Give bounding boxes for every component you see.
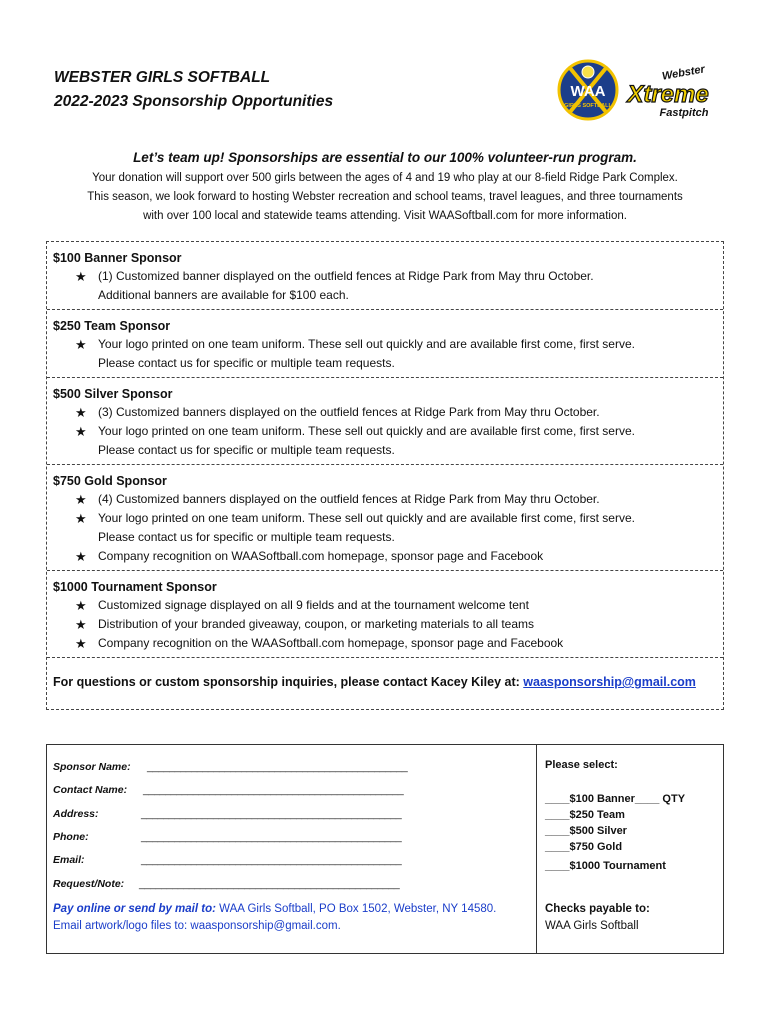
option-100-banner[interactable]: ____$100 Banner____ QTY	[545, 793, 686, 805]
sponsor-form	[46, 744, 724, 954]
waa-logo-text: WAA	[570, 83, 606, 100]
option-750-gold[interactable]: ____$750 Gold	[545, 841, 623, 853]
contact-email-link[interactable]: waasponsorship@gmail.com	[523, 675, 696, 689]
tier-250-team	[47, 310, 723, 378]
contact-row	[47, 658, 723, 709]
tier-100-banner	[47, 242, 723, 310]
sponsorship-options	[545, 791, 685, 874]
star-icon: ★	[75, 598, 87, 613]
email-artwork-text: Email artwork/logo files to: waasponsorship@gmail.com.	[53, 920, 341, 932]
contact-name-field[interactable]: Contact Name: _______________________________________________	[53, 784, 404, 796]
form-fields	[47, 745, 537, 953]
option-1000-tournament[interactable]: ____$1000 Tournament	[545, 860, 666, 872]
star-icon: ★	[75, 424, 87, 439]
tier-title: $250 Team Sponsor	[53, 319, 171, 333]
checks-payable	[545, 901, 650, 935]
phone-field[interactable]: Phone: _______________________________________________	[53, 831, 402, 843]
star-icon: ★	[75, 492, 87, 507]
address-field[interactable]: Address: _______________________________________________	[53, 808, 402, 820]
tier-title: $750 Gold Sponsor	[53, 474, 167, 488]
logos	[556, 58, 716, 122]
select-panel	[537, 745, 723, 953]
tier-title: $1000 Tournament Sponsor	[53, 580, 217, 594]
intro-line-3: with over 100 local and statewide teams attending. Visit WAASoftball.com for more information.	[143, 210, 627, 222]
option-500-silver[interactable]: ____$500 Silver	[545, 825, 627, 837]
star-icon: ★	[75, 405, 87, 420]
star-icon: ★	[75, 549, 87, 564]
sponsor-name-field[interactable]: Sponsor Name: _______________________________________________	[53, 761, 408, 773]
select-title: Please select:	[545, 759, 618, 771]
page-subtitle: 2022-2023 Sponsorship Opportunities	[54, 93, 334, 110]
tier-benefit: ★ Your logo printed on one team uniform. These sell out quickly and are available first come, first serve. Please contact us for specific or multiple team requests.	[75, 511, 635, 544]
star-icon: ★	[75, 337, 87, 352]
xtreme-logo	[624, 62, 718, 120]
waa-logo-subtext: GIRLS SOFTBALL	[564, 103, 612, 109]
header	[54, 66, 333, 114]
tier-benefit: ★ Company recognition on the WAASoftball.com homepage, sponsor page and Facebook	[75, 636, 564, 651]
tier-benefit: ★ (4) Customized banners displayed on the outfield fences at Ridge Park from May thru October.	[75, 492, 600, 507]
star-icon: ★	[75, 617, 87, 632]
pay-address: WAA Girls Softball, PO Box 1502, Webster, NY 14580.	[215, 903, 497, 915]
tier-750-gold	[47, 465, 723, 571]
waa-logo	[556, 58, 620, 122]
tier-benefit: ★ Distribution of your branded giveaway, coupon, or marketing materials to all teams	[75, 617, 534, 632]
tier-benefit: ★ Your logo printed on one team uniform. These sell out quickly and are available first come, first serve. Please contact us for specific or multiple team requests.	[75, 424, 635, 457]
request-note-field[interactable]: Request/Note: _______________________________________________	[53, 878, 400, 890]
xtreme-logo-top: Webster	[661, 63, 706, 83]
tier-500-silver	[47, 378, 723, 465]
pay-label: Pay online or send by mail to:	[53, 903, 216, 915]
tier-benefit: ★ Company recognition on WAASoftball.com homepage, sponsor page and Facebook	[75, 549, 544, 564]
tier-benefit: ★ Customized signage displayed on all 9 fields and at the tournament welcome tent	[75, 598, 529, 613]
email-field[interactable]: Email: _______________________________________________	[53, 854, 402, 866]
page-title: WEBSTER GIRLS SOFTBALL	[54, 69, 271, 86]
intro-line-1: Your donation will support over 500 girls between the ages of 4 and 19 who play at our 8-field Ridge Park Complex.	[92, 172, 678, 184]
option-250-team[interactable]: ____$250 Team	[545, 809, 625, 821]
tier-benefit: ★ (3) Customized banners displayed on the outfield fences at Ridge Park from May thru October.	[75, 405, 600, 420]
star-icon: ★	[75, 511, 87, 526]
checks-title: Checks payable to:	[545, 903, 650, 915]
tier-1000-tournament	[47, 571, 723, 658]
xtreme-logo-sub: Fastpitch	[659, 107, 709, 119]
intro	[40, 150, 730, 226]
tier-benefit: ★ Your logo printed on one team uniform. These sell out quickly and are available first come, first serve. Please contact us for specific or multiple team requests.	[75, 337, 635, 370]
contact-text: For questions or custom sponsorship inquiries, please contact Kacey Kiley at:	[53, 675, 524, 689]
sponsorship-tiers	[46, 241, 724, 710]
intro-line-2: This season, we look forward to hosting Webster recreation and school teams, travel leagues, and three tournaments	[87, 191, 683, 203]
tier-title: $100 Banner Sponsor	[53, 251, 182, 265]
star-icon: ★	[75, 636, 87, 651]
tier-benefit: ★ (1) Customized banner displayed on the outfield fences at Ridge Park from May thru October. Additional banners are available for $100 each.	[75, 269, 594, 302]
checks-payee: WAA Girls Softball	[545, 920, 639, 932]
intro-lead: Let’s team up! Sponsorships are essential to our 100% volunteer-run program.	[133, 150, 637, 165]
payment-info	[53, 901, 496, 935]
xtreme-logo-main: Xtreme	[627, 81, 709, 108]
star-icon: ★	[75, 269, 87, 284]
tier-title: $500 Silver Sponsor	[53, 387, 173, 401]
